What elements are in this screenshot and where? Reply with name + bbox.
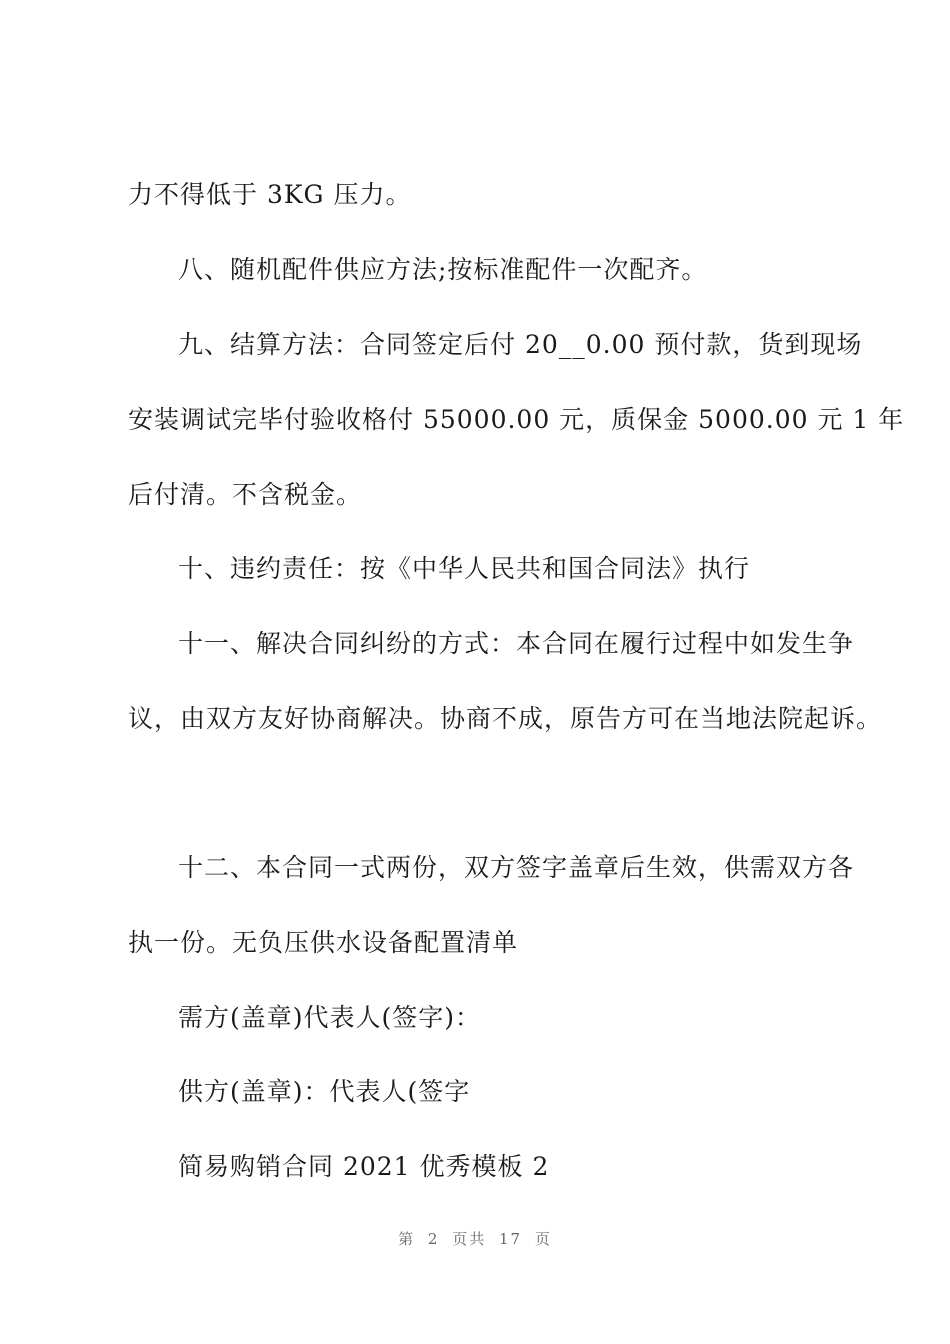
- page-number: 第 2 页共 17 页: [398, 1230, 552, 1248]
- signature-line-seller: 供方(盖章)：代表人(签字: [178, 1077, 471, 1106]
- section-heading: 简易购销合同 2021 优秀模板 2: [178, 1152, 550, 1181]
- paragraph-line: 执一份。无负压供水设备配置清单: [128, 928, 519, 957]
- paragraph-line: 八、随机配件供应方法;按标准配件一次配齐。: [178, 255, 708, 284]
- paragraph-line: 安装调试完毕付验收格付 55000.00 元，质保金 5000.00 元 1 年: [128, 405, 905, 434]
- paragraph-line: 十、违约责任：按《中华人民共和国合同法》执行: [178, 554, 751, 583]
- paragraph-line: 议，由双方友好协商解决。协商不成，原告方可在当地法院起诉。: [128, 704, 883, 733]
- signature-line-buyer: 需方(盖章)代表人(签字)：: [178, 1003, 482, 1032]
- paragraph-line: 力不得低于 3KG 压力。: [128, 180, 412, 209]
- paragraph-line: 十一、解决合同纠纷的方式：本合同在履行过程中如发生争: [178, 629, 855, 658]
- paragraph-line: 九、结算方法：合同签定后付 20__0.00 预付款，货到现场: [178, 330, 863, 359]
- paragraph-line: 十二、本合同一式两份，双方签字盖章后生效，供需双方各: [178, 853, 855, 882]
- paragraph-line: 后付清。不含税金。: [128, 480, 363, 509]
